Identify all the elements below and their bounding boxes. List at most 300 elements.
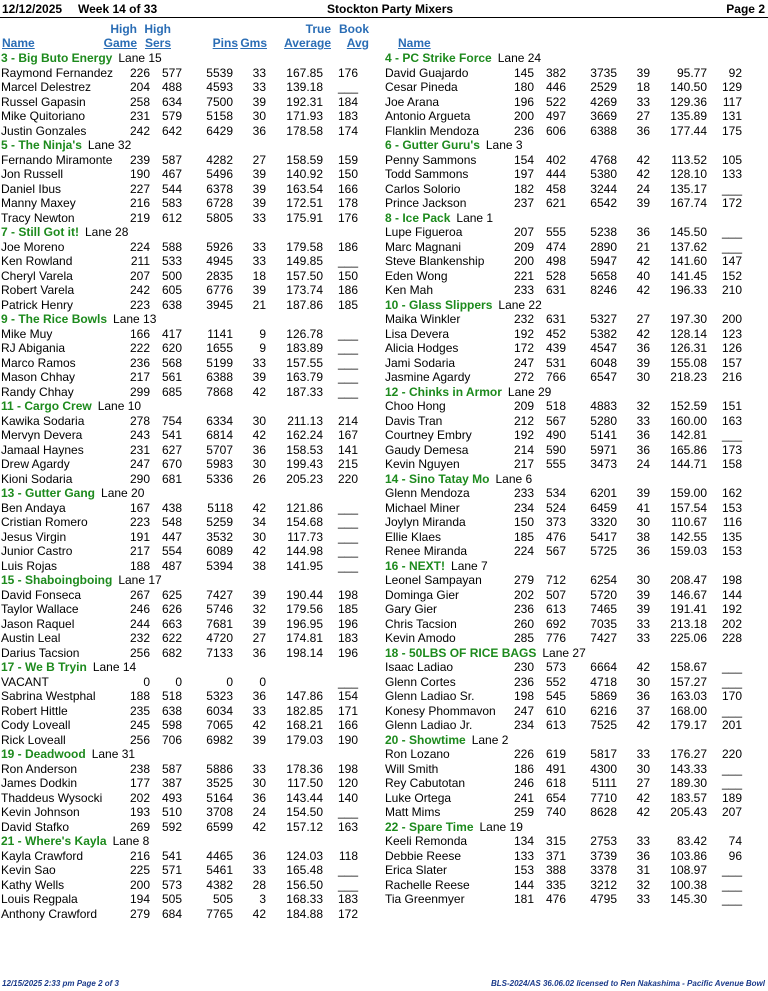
pins: 6814: [206, 428, 233, 442]
team-block: [384, 472, 767, 559]
book-average: 186: [337, 239, 358, 254]
high-game-header-line2: Game: [103, 36, 137, 50]
games: 42: [636, 254, 650, 268]
high-series: 776: [545, 631, 566, 645]
player-row: [384, 312, 767, 327]
games: 42: [636, 718, 650, 732]
pins: 6982: [206, 732, 233, 747]
player-row: [384, 892, 767, 907]
player-row: [384, 428, 767, 443]
high-series: 491: [545, 761, 566, 776]
book-average: ___: [721, 428, 742, 442]
high-game: 269: [129, 819, 150, 834]
pins: 7525: [590, 718, 617, 732]
book-average: 150: [337, 268, 358, 283]
high-series: 622: [161, 631, 182, 645]
player-row: [384, 109, 767, 124]
book-average: 183: [337, 109, 358, 123]
high-series: 552: [545, 674, 566, 689]
high-series: 592: [161, 819, 182, 834]
pins: 5461: [206, 863, 233, 877]
true-average: 218.23: [670, 370, 707, 384]
player-name: Joe Arana: [385, 94, 440, 109]
games: 9: [259, 341, 266, 355]
pins: 4382: [206, 877, 233, 892]
book-average: 166: [337, 718, 358, 732]
games: 21: [252, 297, 266, 312]
book-average: 198: [721, 573, 742, 587]
book-average: 141: [337, 442, 358, 457]
player-row: [384, 573, 767, 588]
true-average: 139.18: [286, 80, 323, 94]
book-average: 163: [337, 819, 358, 834]
games: 27: [252, 152, 266, 167]
book-average: 96: [728, 848, 742, 863]
true-average: 137.62: [670, 239, 707, 254]
pins: 5720: [590, 587, 617, 602]
player-name: Flanklin Mendoza: [385, 123, 480, 138]
player-row: [384, 718, 767, 733]
team-name: 9 - The Rice Bowls: [1, 312, 108, 326]
high-game: 216: [129, 848, 150, 863]
book-average: 185: [337, 602, 358, 616]
high-series: 518: [161, 689, 182, 703]
true-average: 225.06: [670, 631, 707, 645]
pins: 4282: [206, 152, 233, 167]
high-game: 232: [513, 312, 534, 326]
book-average: 228: [721, 631, 742, 645]
games: 33: [636, 747, 650, 761]
games: 33: [252, 80, 266, 94]
book-average: 153: [721, 500, 742, 515]
high-game: 225: [129, 863, 150, 877]
pins: 3669: [590, 109, 617, 123]
gms-header: Gms: [240, 36, 267, 50]
games: 39: [252, 616, 266, 631]
book-average: ___: [337, 558, 358, 573]
high-game: 202: [513, 587, 534, 602]
pins: 5394: [206, 558, 233, 573]
player-row: [0, 762, 383, 777]
high-series: 498: [545, 254, 566, 268]
games: 36: [636, 544, 650, 558]
high-series: 548: [161, 515, 182, 529]
player-row: [0, 689, 383, 704]
games: 33: [252, 703, 266, 718]
true-average: 205.43: [670, 805, 707, 819]
high-game: 217: [513, 457, 534, 471]
true-average: 143.44: [286, 790, 323, 805]
pins: 6254: [590, 573, 617, 587]
book-average: ___: [337, 500, 358, 515]
player-row: [0, 370, 383, 385]
high-game: 192: [513, 326, 534, 341]
high-series: 625: [161, 587, 182, 602]
high-game: 167: [129, 500, 150, 515]
pins: 7500: [206, 94, 233, 109]
high-series: 684: [161, 906, 182, 921]
high-series: 522: [545, 94, 566, 109]
high-game: 236: [513, 123, 534, 138]
true-average: 189.30: [670, 776, 707, 790]
games: 39: [252, 196, 266, 210]
games: 30: [252, 109, 266, 123]
book-average: 178: [337, 196, 358, 210]
high-series: 561: [161, 370, 182, 384]
book-average: 163: [721, 413, 742, 428]
high-game-header-line1: High: [110, 22, 137, 36]
team-lane: Lane 17: [118, 573, 162, 587]
true-average: 165.86: [670, 442, 707, 457]
book-average: 176: [337, 65, 358, 80]
pins: 6459: [590, 500, 617, 515]
high-series: 467: [161, 167, 182, 181]
player-row: [384, 457, 767, 472]
team-name: 11 - Cargo Crew: [1, 399, 92, 413]
high-series: 438: [161, 500, 182, 515]
high-game: 247: [129, 457, 150, 471]
player-name: Isaac Ladiao: [385, 660, 454, 674]
player-row: [0, 327, 383, 342]
games: 39: [252, 370, 266, 384]
pins: 4768: [590, 152, 617, 167]
games: 27: [636, 109, 650, 123]
pins: 5971: [590, 442, 617, 457]
games: 0: [259, 674, 266, 689]
true-average: 159.00: [670, 486, 707, 500]
high-game: 238: [129, 761, 150, 776]
team-lane: Lane 24: [497, 51, 542, 65]
games: 39: [252, 167, 266, 181]
player-name: Lisa Devera: [385, 326, 450, 341]
player-row: [384, 124, 767, 139]
pins: 4883: [590, 399, 617, 413]
team-lane: Lane 22: [498, 297, 542, 312]
high-series: 493: [161, 790, 182, 805]
team-header: [384, 646, 767, 661]
high-series: 488: [161, 80, 182, 94]
book-average: 123: [721, 326, 742, 341]
pins: 6378: [206, 181, 233, 196]
team-block: [384, 733, 767, 820]
player-row: [0, 544, 383, 559]
player-name: Luis Rojas: [1, 558, 58, 573]
high-game: 236: [513, 602, 534, 616]
book-average: ___: [337, 384, 358, 399]
high-game: 214: [513, 442, 534, 457]
high-series: 567: [545, 413, 566, 428]
games: 34: [252, 515, 266, 529]
high-game: 227: [129, 181, 150, 196]
true-average: 157.27: [670, 674, 707, 689]
book-average: 74: [728, 834, 742, 848]
high-game: 247: [513, 703, 534, 718]
high-game: 191: [129, 529, 150, 544]
pins: 5323: [206, 689, 233, 703]
true-average: 157.54: [670, 500, 707, 515]
team-name: 10 - Glass Slippers: [385, 297, 493, 312]
player-name: Ben Andaya: [1, 500, 66, 515]
true-average: 167.85: [286, 65, 323, 80]
pins: 5199: [206, 355, 233, 370]
pins: 8246: [590, 283, 617, 297]
team-block: [384, 51, 767, 138]
player-row: [384, 80, 767, 95]
pins: 1141: [207, 326, 233, 341]
games: 28: [252, 877, 266, 892]
player-row: [0, 863, 383, 878]
player-name: Junior Castro: [1, 544, 73, 558]
book-average: ___: [721, 660, 742, 674]
true-average: 124.03: [286, 848, 323, 863]
true-average: 173.74: [286, 283, 323, 297]
player-row: [0, 805, 383, 820]
player-row: [384, 689, 767, 704]
high-series: 476: [545, 529, 566, 544]
true-average: 183.57: [670, 790, 707, 805]
player-name: David Stafko: [1, 819, 70, 834]
high-series: 444: [545, 167, 566, 181]
games: 33: [636, 892, 650, 906]
high-series: 613: [545, 602, 566, 616]
pins: 3525: [206, 776, 233, 790]
team-block: [0, 51, 383, 138]
pins: 4718: [590, 674, 617, 689]
player-name: Marcel Delestrez: [1, 80, 92, 94]
true-average: 197.30: [670, 312, 707, 326]
player-row: [384, 225, 767, 240]
high-series: 638: [161, 297, 182, 312]
player-row: [0, 457, 383, 472]
team-header: [0, 747, 383, 762]
player-name: Fernando Miramonte: [1, 152, 113, 167]
player-name: Kevin Johnson: [1, 805, 80, 819]
high-series: 387: [161, 776, 182, 790]
pins: 3945: [206, 297, 233, 312]
true-average: 196.95: [286, 616, 323, 631]
high-series: 541: [161, 428, 182, 442]
player-row: [384, 631, 767, 646]
player-name: Kayla Crawford: [1, 848, 84, 863]
pins: 7765: [206, 906, 233, 921]
true-average: 184.88: [286, 906, 323, 921]
pins: 6388: [206, 370, 233, 384]
player-row: [0, 588, 383, 603]
true-average: 187.33: [286, 384, 323, 399]
pins: 4945: [206, 254, 233, 268]
book-average: ___: [721, 892, 742, 906]
book-average: 133: [721, 167, 742, 181]
high-game: 190: [129, 167, 150, 181]
high-game: 236: [129, 355, 150, 370]
player-name: Glenn Mendoza: [385, 486, 470, 500]
true-average: 163.03: [670, 689, 707, 703]
book-average: 105: [721, 152, 742, 167]
high-game: 217: [129, 544, 150, 558]
true-average: 165.48: [286, 863, 323, 877]
high-game: 239: [129, 152, 150, 167]
high-series: 692: [545, 616, 566, 631]
player-name: Renee Miranda: [385, 544, 468, 558]
player-row: [0, 124, 383, 139]
player-row: [0, 109, 383, 124]
high-series: 510: [161, 805, 182, 819]
high-game: 196: [513, 94, 534, 109]
book-average: ___: [721, 703, 742, 718]
high-series: 524: [545, 500, 566, 515]
pins-header: Pins: [212, 36, 238, 50]
high-game: 194: [129, 892, 150, 906]
high-game: 237: [513, 196, 534, 210]
pins: 8628: [590, 805, 617, 819]
true-average: 178.36: [286, 761, 323, 776]
games: 33: [252, 254, 266, 268]
book-average: 150: [337, 167, 358, 181]
player-name: Sabrina Westphal: [1, 689, 96, 703]
player-row: [384, 675, 767, 690]
high-game: 221: [513, 268, 534, 283]
true-average: 199.43: [286, 457, 323, 471]
book-avg-header-line2: Avg: [346, 36, 369, 50]
player-name: Thaddeus Wysocki: [1, 790, 103, 805]
pins: 0: [226, 674, 233, 689]
book-average: ___: [337, 341, 358, 355]
high-game: 279: [513, 573, 534, 587]
player-row: [384, 805, 767, 820]
player-name: Rick Loveall: [1, 732, 66, 747]
team-lane: Lane 8: [112, 834, 150, 848]
player-name: Austin Leal: [1, 631, 61, 645]
games: 39: [252, 587, 266, 602]
team-name: 18 - 50LBS OF RICE BAGS: [385, 645, 537, 660]
book-average: 172: [337, 906, 358, 921]
pins: 5983: [206, 457, 233, 471]
player-name: Michael Miner: [385, 500, 460, 515]
pins: 6048: [590, 355, 617, 370]
true-average: 135.17: [670, 181, 707, 196]
player-name: Daniel Ibus: [1, 181, 62, 196]
high-series: 590: [545, 442, 566, 457]
book-average: 196: [337, 616, 358, 631]
player-name: Keeli Remonda: [385, 834, 468, 848]
player-name: Robert Hittle: [1, 703, 68, 718]
true-average: 179.58: [286, 239, 323, 254]
book-average: 185: [337, 297, 358, 312]
team-lane: Lane 10: [97, 399, 142, 413]
high-game: 186: [513, 761, 534, 776]
pins: 3735: [590, 65, 617, 80]
book-average: ___: [337, 80, 358, 94]
player-name: Anthony Crawford: [1, 906, 98, 921]
team-name: 5 - The Ninja's: [1, 138, 82, 152]
true-average: 142.55: [670, 529, 707, 544]
games: 27: [636, 312, 650, 326]
book-average: 129: [721, 80, 742, 94]
true-average: 158.53: [286, 442, 323, 457]
true-average: 167.74: [670, 196, 707, 210]
games: 30: [636, 761, 650, 776]
high-game: 299: [129, 384, 150, 399]
pins: 4547: [590, 341, 617, 355]
book-average: ___: [721, 877, 742, 892]
true-average: 168.33: [286, 892, 323, 906]
high-series: 642: [161, 123, 182, 138]
true-average: 100.38: [670, 877, 707, 892]
player-name: Mason Chhay: [1, 370, 76, 384]
true-average: 157.12: [286, 819, 323, 834]
true-average: 196.33: [670, 283, 707, 297]
player-name: Russel Gapasin: [1, 94, 86, 109]
true-average: 162.24: [286, 428, 323, 442]
player-name: Jason Raquel: [1, 616, 75, 631]
team-name: 20 - Showtime: [385, 732, 466, 747]
player-name: Jon Russell: [1, 167, 64, 181]
name-header: Name: [398, 36, 431, 50]
team-block: [384, 385, 767, 472]
true-average: 142.81: [670, 428, 707, 442]
book-average: 192: [721, 602, 742, 616]
high-game: 209: [513, 399, 534, 413]
pins: 5658: [590, 268, 617, 283]
high-series: 766: [545, 370, 566, 384]
player-name: Patrick Henry: [1, 297, 74, 312]
pins: 6216: [590, 703, 617, 718]
pins: 2753: [590, 834, 617, 848]
book-average: 162: [721, 486, 742, 500]
high-series: 555: [545, 457, 566, 471]
true-average: 176.27: [670, 747, 707, 761]
player-name: Rey Cabutotan: [385, 776, 466, 790]
team-lane: Lane 20: [101, 486, 145, 500]
pins: 7465: [590, 602, 617, 616]
high-game: 197: [513, 167, 534, 181]
high-game: 192: [513, 428, 534, 442]
pins: 2835: [206, 268, 233, 283]
player-row: [384, 283, 767, 298]
games: 42: [252, 384, 266, 399]
games: 3: [259, 892, 266, 906]
player-row: [0, 530, 383, 545]
pins: 7133: [206, 645, 233, 660]
games: 9: [259, 326, 266, 341]
pins: 505: [212, 892, 233, 906]
games: 39: [636, 602, 650, 616]
high-series: 528: [545, 268, 566, 283]
book-average: 183: [337, 631, 358, 645]
player-name: Cesar Pineda: [385, 80, 458, 94]
player-name: Leonel Sampayan: [385, 573, 482, 587]
pins: 6429: [206, 123, 233, 138]
true-average: 135.89: [670, 109, 707, 123]
player-row: [384, 834, 767, 849]
player-name: Marc Magnani: [385, 239, 462, 254]
player-name: Jasmine Agardy: [385, 370, 471, 384]
player-row: [0, 153, 383, 168]
player-name: Lupe Figueroa: [385, 225, 463, 239]
player-row: [384, 95, 767, 110]
player-name: Ken Mah: [385, 283, 434, 297]
book-average: 166: [337, 181, 358, 196]
player-row: [0, 892, 383, 907]
true-average: 182.85: [286, 703, 323, 718]
team-header: [384, 298, 767, 313]
high-series: 598: [161, 718, 182, 732]
team-lane: Lane 31: [91, 747, 136, 761]
high-series: 446: [545, 80, 566, 94]
high-series: 663: [161, 616, 182, 631]
pins: 2529: [590, 80, 617, 94]
games: 30: [636, 515, 650, 529]
